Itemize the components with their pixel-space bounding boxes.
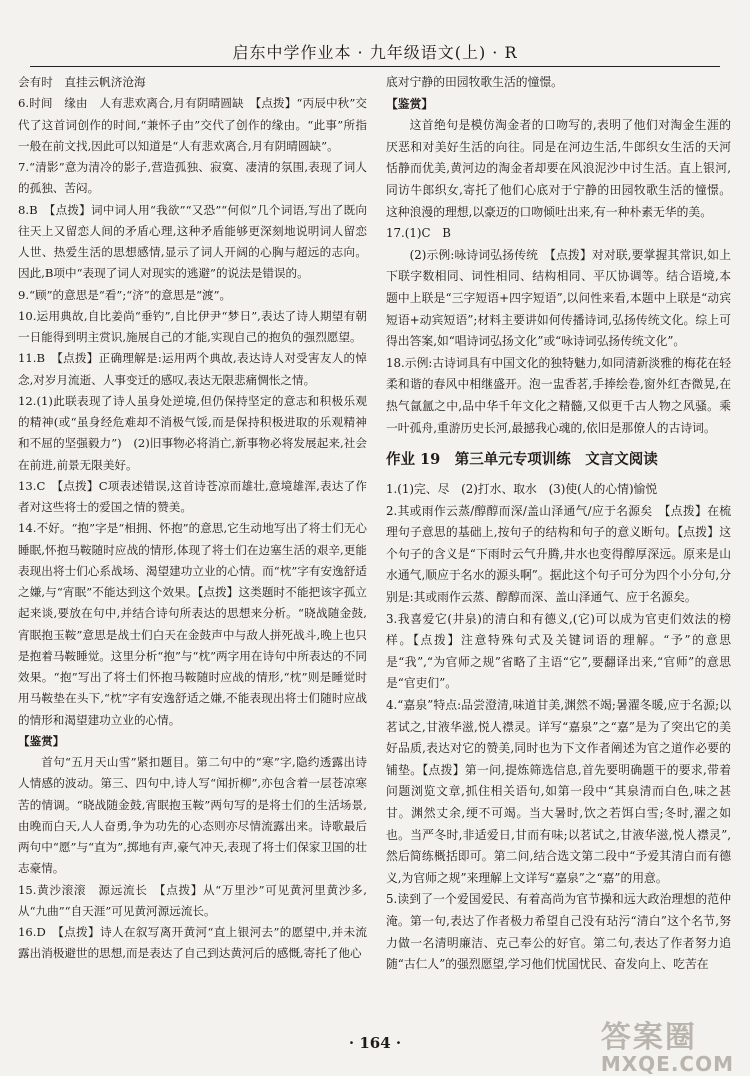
answer-number: 12. — [18, 393, 37, 408]
answer-number: 14. — [18, 521, 37, 536]
answer-number: 11. — [18, 351, 37, 366]
answer-number: 13. — [18, 478, 37, 493]
answer-number: 16. — [18, 925, 37, 939]
answer-body: 首句“五月天山雪”紧扣题目。第二句中的“寒”字,隐约透露出诗人情感的波动。第三、四句中,诗人写“闻折柳”,亦包含着一层苍凉寒苦的情调。“晓战随金鼓,宵眠抱玉鞍”两句写的是将士们的生活场景,由晚而白天,人人奋勇,争为功先的心态则亦尽情流露出来。诗歌最后两句中“愿”与“直为”,掷地有声,豪气冲天,表现了将士们保家卫国的壮志豪情。 — [18, 755, 367, 876]
answer-body: B 【点拨】词中词人用“我欲”“又恐”“何似”几个词语,写出了既向往天上又留恋人间的矛盾心理,这种矛盾能够更深刻地说明词人留恋人世、热爱生活的思想感情,显示了词人开阔的心胸与超远的志向。因此,B项中“表现了词人对现实的逃避”的说法是错误的。 — [18, 202, 367, 281]
answer-text — [18, 752, 367, 880]
answer-body: 不好。“抱”字是“相拥、怀抱”的意思,它生动地写出了将士们无心睡眠,怀抱马鞍随时应战的情形,体现了将士们在边塞生活的艰辛,更能表现出将士们心系战场、渴望建功立业的心情。而“枕”字有安逸舒适之嫌,与“宵眠”不能达到这个效果。【点拨】这类题时不能把该字孤立起来谈,要放在句中,并结合诗句所表达的思想来分析。“晓战随金鼓,宵眠抱玉鞍”意思是战士们白天在金鼓声中与敌人拼死战斗,晚上也只是抱着马鞍睡觉。这里分析“抱”与“枕”两字用在诗句中所表达的不同效果。“抱”写出了将士们怀抱马鞍随时应战的情形,“枕”则是睡觉时用马鞍垫在头下,“枕”字有安逸舒适之嫌,不能表现出将士们随时应战的情形和渴望建功立业的心情。 — [18, 521, 367, 727]
answer-number: 17. — [386, 226, 405, 241]
answer-number: 15. — [18, 882, 37, 897]
answer-item — [386, 609, 731, 695]
answer-item — [18, 93, 367, 157]
answer-number: 3. — [386, 611, 398, 626]
answer-text — [386, 72, 731, 94]
answer-body: 会有时 直挂云帆济沧海 — [18, 75, 146, 89]
answer-body: “顾”的意思是“看”;“济”的意思是“渡”。 — [29, 287, 232, 302]
answer-item — [386, 889, 731, 975]
answer-body: (2)示例:咏诗词弘扬传统 【点拨】对对联,要掌握其常识,如上下联字数相同、词性相同、结构相同、平仄协调等。结合语境,本题中上联是“三字短语+四字短语”,以问性来看,本题中上联是“动宾短语+动宾短语”;材料主要讲如何传播诗词,弘扬传统文化。综上可得出答案,如“唱诗词弘扬文化”或“咏诗词弘扬传统文化”。 — [386, 247, 731, 349]
answer-body: D 【点拨】诗人在叙写离开黄河“直上银河去”的愿望中,并未流露出消极避世的思想,而是表达了自己到达黄河后的感慨,寄托了他心 — [18, 925, 367, 961]
answer-number: 7. — [18, 160, 30, 174]
answer-body: “清影”意为清冷的影子,营造孤独、寂寞、凄清的氛围,表现了词人的孤独、苦闷。 — [18, 160, 367, 196]
answer-body: B 【点拨】正确理解是:运用两个典故,表达诗人对受害友人的悼念,对岁月流逝、人事变迁的感叹,表达无限悲痛惆怅之情。 — [18, 351, 367, 387]
watermark-url: MXQE.COM — [600, 1052, 734, 1076]
answer-number: 2. — [386, 503, 398, 518]
answer-item — [386, 223, 731, 245]
answer-item — [18, 200, 367, 285]
answer-text — [386, 115, 731, 223]
right-column — [386, 72, 731, 976]
answer-body: 其或雨作云蒸/醇醇而深/盖山泽通气/应于名源矣 【点拨】在梳理句子意思的基础上,按句子的结构和句子的意义断句。【点拨】这个句子的含义是“下雨时云气升腾,井水也变得醇厚深远。原来是山水通气,顺应于名水的源头啊”。据此这个句子可分为四个小分句,分别是:其或雨作云蒸、醇醇而深、盖山泽通气、应于名源矣。 — [386, 503, 731, 605]
answer-item — [386, 695, 731, 889]
answer-item — [18, 518, 367, 731]
answer-item — [386, 353, 731, 439]
answer-body: 这首绝句是模仿淘金者的口吻写的,表明了他们对淘金生涯的厌恶和对美好生活的向往。同是在河边生活,牛郎织女生活的天河恬静而优美,黄河边的淘金者却要在风浪泥沙中讨生活。直上银河,同访牛郎织女,寄托了他们心底对于宁静的田园牧歌生活的憧憬。这种浪漫的理想,以豪迈的口吻倾吐出来,有一种朴素无华的美。 — [386, 118, 731, 219]
answer-number: 8. — [18, 202, 30, 217]
answer-item — [18, 157, 367, 200]
section-title: 作业 19 第三单元专项训练 文言文阅读 — [386, 451, 658, 469]
page-header — [30, 40, 720, 67]
answer-number: 4. — [386, 698, 398, 713]
answer-item — [18, 348, 367, 391]
answer-body: 读到了一个爱国爱民、有着高尚为官节操和远大政治理想的范仲淹。第一句,表达了作者极力希望自己没有玷污“清白”这个名节,努力做一名清明廉洁、克己奉公的好官。第二句,表达了作者努力追随“古仁人”的强烈愿望,学习他们忧国忧民、奋发向上、吃苦在 — [386, 892, 731, 972]
answer-item — [386, 479, 731, 501]
answer-item — [386, 501, 731, 609]
sub-heading: 【鉴赏】 — [18, 733, 65, 748]
watermark-brand: 答案圈 — [600, 1020, 697, 1055]
answer-text — [18, 72, 367, 93]
page-number: · 164 · — [348, 1034, 402, 1052]
answer-body: 运用典故,自比姜尚“垂钓”,自比伊尹“梦日”,表达了诗人期望有朝一日能得到明主赏识,施展自己的才能,实现自己的抱负的强烈愿望。 — [18, 308, 367, 344]
answer-number: 10. — [18, 308, 37, 323]
answer-text — [386, 245, 731, 353]
answer-body: 黄沙滚滚 源远流长 【点拨】从“万里沙”可见黄河里黄沙多,从“九曲”“自天涯”可见黄河源远流长。 — [18, 882, 367, 918]
watermark-logo — [601, 1012, 734, 1076]
answer-number: 9. — [18, 287, 30, 302]
answer-number: 6. — [18, 96, 30, 111]
answer-item — [18, 922, 367, 965]
answer-number: 1. — [386, 482, 398, 497]
answer-item — [18, 880, 367, 923]
answer-body: 示例:古诗词具有中国文化的独特魅力,如同清新淡雅的梅花在轻柔和谐的春风中相继盛开。泡一盅香茗,手捧绘卷,窗外红杏微晃,在热气氤氲之中,品中华千年文化之精髓,又似更千古人物之风骚。乘一叶孤舟,重游历史长河,最撼我心魂的,依旧是那僚人的古诗词。 — [386, 355, 732, 435]
answer-item — [18, 476, 367, 519]
left-column — [18, 72, 367, 965]
answer-body: (1)C B — [404, 226, 451, 241]
answer-body: “嘉泉”特点:品尝澄清,味道甘美,渊然不竭;暑濯冬暖,应于名源;以茗试之,甘液华滋,悦人襟灵。详写“嘉泉”之“嘉”是为了突出它的美好品质,表达对它的赞美,同时也为下文作者阐述为官之道作必要的铺垫。【点拨】第一问,提炼筛选信息,首先要明确题干的要求,带着问题浏览文章,抓住相关语句,如第一段中“其泉清而白色,味之甚甘。渊然丈余,绠不可竭。当大暑时,饮之若饵白雪;冬时,濯之如也。当严冬时,非适爱日,甘而有味;以茗试之,甘液华滋,悦人襟灵”,然后简练概括即可。第二问,结合选文第二段中“予爱其清白而有德义,为官师之规”来理解上文详写“嘉泉”之“嘉”的用意。 — [386, 698, 731, 885]
header-title: 启东中学作业本 · 九年级语文(上) · R — [232, 43, 518, 62]
answer-body: (1)完、尽 (2)打水、取水 (3)使(人的心情)愉悦 — [397, 482, 658, 497]
answer-body: C 【点拨】C项表述错误,这首诗苍凉而雄壮,意境雄浑,表达了作者对这些将士的爱国之情的赞美。 — [18, 478, 367, 514]
answer-item — [18, 306, 367, 349]
answer-item — [18, 391, 367, 476]
answer-body: 时间 缘由 人有悲欢离合,月有阴晴圆缺 【点拨】“丙辰中秋”交代了这首词创作的时间,“兼怀子由”交代了创作的缘由。“此事”所指一般在前文找,因此可以知道是“人有悲欢离合,月有阴晴圆缺”。 — [18, 96, 367, 153]
answer-item — [18, 285, 367, 306]
answer-number: 18. — [386, 355, 405, 370]
answer-number: 5. — [386, 892, 398, 907]
answer-body: 底对宁静的田园牧歌生活的憧憬。 — [386, 75, 563, 89]
answer-body: (1)此联表现了诗人虽身处逆境,但仍保持坚定的意志和积极乐观的精神(或“虽身经危难却不消极气馁,而是保持积极进取的乐观精神和不屈的坚强毅力”) (2)旧事物必将消亡,新事物必将发展起来,社会在前进,前景无限美好。 — [18, 393, 367, 472]
sub-heading: 【鉴赏】 — [386, 96, 434, 111]
answer-body: 我喜爱它(井泉)的清白和有德义,(它)可以成为官吏们效法的榜样。【点拨】注意特殊句式及关键词语的理解。“予”的意思是“我”,“为官师之规”省略了主语“它”,要翻译出来,“官师”的意思是“官吏们”。 — [386, 611, 731, 691]
